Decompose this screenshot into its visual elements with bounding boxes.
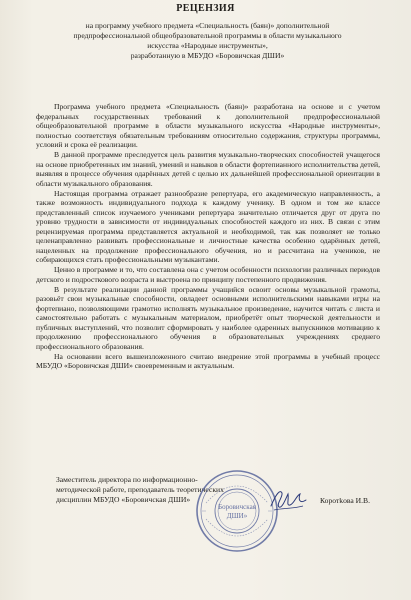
paragraph: В результате реализации данной программы учащийся освоит основы музыкальной грамоты, разовьёт свои музыкальные способности, овладеет основными исполнительскими навыками игры на фортепиано, позволяющими грамотно исполнять музыкальное произведение, научится читать с листа и самостоятельно работать с музыкальным материалом, приобретёт опыт творческой деятельности и публичных выступлений, что позволит сформировать у наиболее одаренных выпускников мотивацию к продолжению профессионального обучения в образовательных учреждениях среднего профессионального образования. xyxy=(36,284,380,351)
document-subtitle xyxy=(30,21,385,61)
stamp-rings xyxy=(197,471,277,551)
stamp-ring-lettering xyxy=(202,486,272,536)
paragraph: На основании всего вышеизложенного считаю внедрение этой программы в учебный процесс МБУДО «Боровичская ДШИ» своевременным и актуальным. xyxy=(36,351,380,370)
subtitle-line: предпрофессиональной общеобразовательной программы в области музыкального xyxy=(73,31,342,41)
stamp-center-text: Боровичская xyxy=(218,503,256,511)
subtitle-line: разработанную в МБУДО «Боровичская ДШИ» xyxy=(130,51,285,61)
position-line: методической работе, преподаватель теоретических xyxy=(56,484,224,494)
position-line: дисциплин МБУДО «Боровичская ДШИ» xyxy=(56,494,191,504)
paragraph: Программа учебного предмета «Специальность (баян)» разработана на основе и с учетом федеральных государственных требований к дополнительной предпрофессиональной общеобразовательной программе в области музыкального искусства «Народные инструменты», полностью соответствуя обязательным требованиям относительно содержания, структуры программы, условий и срока её реализации. xyxy=(36,102,380,149)
stamp-center-text: ДШИ» xyxy=(226,512,248,520)
review-body xyxy=(36,102,380,371)
signer-name: Коротkова И.В. xyxy=(320,496,370,505)
document-title: РЕЦЕНЗИЯ xyxy=(176,3,235,14)
handwritten-signature xyxy=(268,484,310,514)
subtitle-line: на программу учебного предмета «Специальность (баян)» дополнительной xyxy=(85,21,330,30)
paragraph: В данной программе преследуется цель развития музыкально-творческих способностей учащегося на основе приобретенных им знаний, умений и навыков в области фортепианного исполнительства детей, выявляя в процессе обучения одарённых детей с целью их дальнейшей профессиональной ориентации в области музыкального образования. xyxy=(36,150,380,188)
subtitle-line: искусства «Народные инструменты», xyxy=(147,41,268,51)
paragraph: Настоящая программа отражает разнообразие репертуара, его академическую направленность, а также возможность индивидуального подхода к каждому ученику. В одном и том же классе представленный список изучаемого учениками репертуара значительно отличается друг от друга по уровню трудности в зависимости от индивидуальных способностей каждого из них. В связи с этим рецензируемая программа представляется актуальной и необходимой, так как позволяет не только целенаправленно развивать профессиональные и личностные качества особенно одарённых детей, нацеленных на продолжение профессионального обучения, но и рассчитана на учеников, не собирающихся стать профессиональными музыкантами. xyxy=(36,188,380,264)
paragraph: Ценно в программе и то, что составлена она с учетом особенности психологии различных периодов детского и подросткового возраста и выстроена по принципу постепенного продвижения. xyxy=(36,265,380,284)
position-line: Заместитель директора по информационно- xyxy=(56,475,198,484)
